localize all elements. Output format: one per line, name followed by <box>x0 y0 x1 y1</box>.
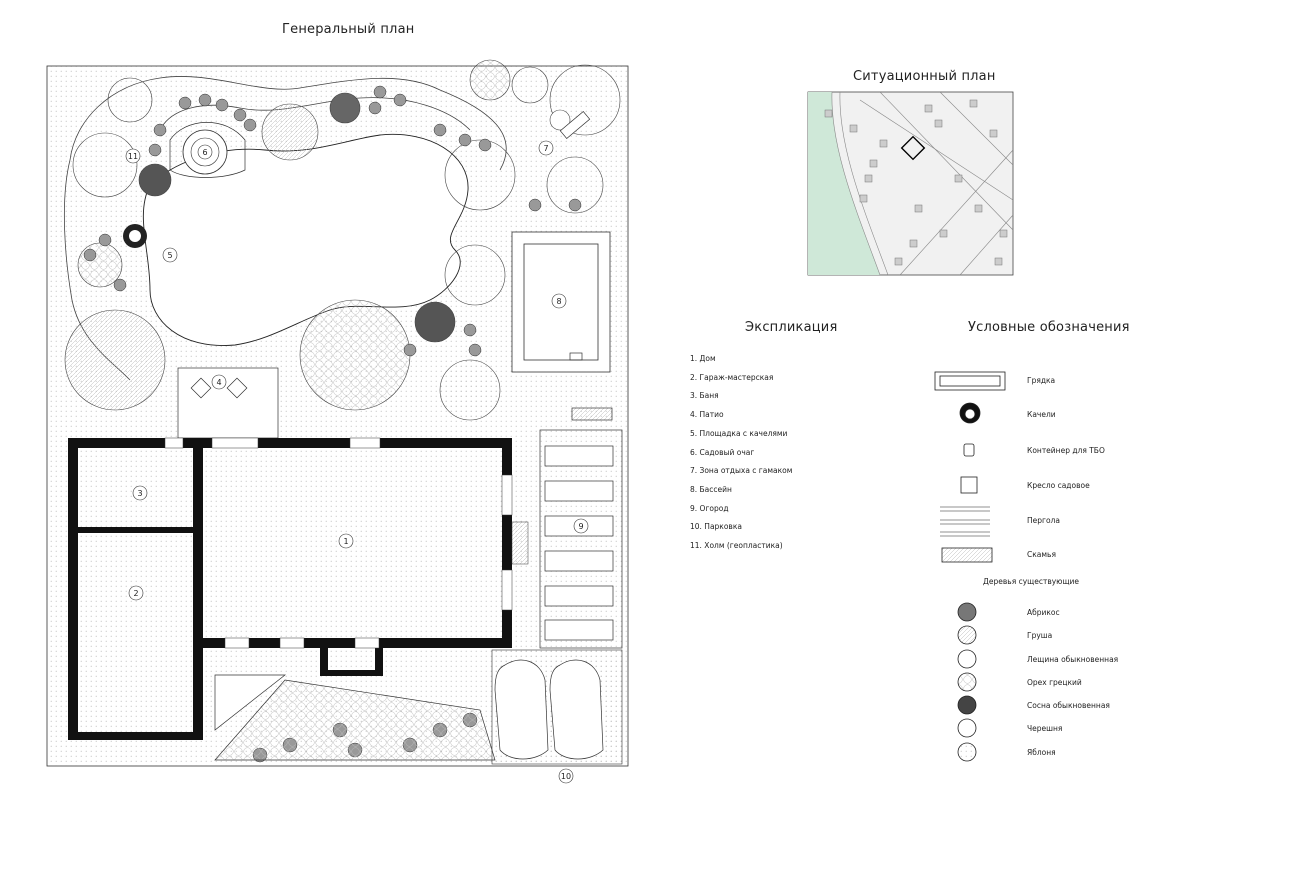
zone-number: 8 <box>556 297 562 306</box>
legend-label-waste-container: Контейнер для ТБО <box>1027 446 1105 455</box>
explication-item: 7. Зона отдыха с гамаком <box>690 466 793 476</box>
legend-label-pine: Сосна обыкновенная <box>1027 701 1110 710</box>
legend-label-pear: Груша <box>1027 631 1053 640</box>
zone-number: 4 <box>216 378 222 387</box>
explication-item: 10. Парковка <box>690 522 742 532</box>
zone-number: 6 <box>202 148 208 157</box>
patio <box>178 368 278 438</box>
legend-label-apricot: Абрикос <box>1027 608 1060 617</box>
explication-item: 1. Дом <box>690 354 716 363</box>
legend-label-pergola: Пергола <box>1027 516 1060 525</box>
legend-title: Условные обозначения <box>968 320 1130 335</box>
zone-number: 2 <box>133 589 139 598</box>
cherry-tree-icon <box>958 719 976 737</box>
legend-symbols <box>935 372 1005 761</box>
explication-item: 6. Садовый очаг <box>690 447 755 457</box>
zone-number: 11 <box>127 152 139 161</box>
explication-item: 5. Площадка с качелями <box>690 428 788 438</box>
waste-container-icon <box>964 444 974 456</box>
apple-tree-icon <box>958 743 976 761</box>
pool-bench <box>572 408 612 420</box>
legend-label-garden-bed: Грядка <box>1027 376 1056 385</box>
legend-label-walnut: Орех грецкий <box>1027 678 1082 687</box>
garden-bed-icon <box>935 372 1005 390</box>
swing-icon <box>960 403 980 423</box>
apricot-tree-icon <box>958 603 976 621</box>
explication-item: 9. Огород <box>690 503 729 513</box>
swing <box>123 224 147 248</box>
zone-number: 3 <box>137 489 143 498</box>
tree-icons <box>958 603 976 761</box>
zone-number: 7 <box>543 144 549 153</box>
car <box>550 660 603 759</box>
pear-tree-icon <box>958 626 976 644</box>
zone-number: 9 <box>578 522 584 531</box>
explication-item: 3. Баня <box>690 391 719 401</box>
trees-heading: Деревья существующие <box>983 577 1080 586</box>
legend-label-bench: Скамья <box>1027 550 1056 559</box>
pine-tree-icon <box>958 696 976 714</box>
situation-plan-title: Ситуационный план <box>853 69 996 84</box>
explication-item: 8. Бассейн <box>690 484 732 494</box>
legend-label-garden-chair: Кресло садовое <box>1027 481 1090 490</box>
legend-label-hazel: Лещина обыкновенная <box>1027 655 1119 664</box>
garden-chair-icon <box>961 477 977 493</box>
explication-item: 11. Холм (геопластика) <box>690 541 783 551</box>
walnut-tree-icon <box>958 673 976 691</box>
general-plan-title: Генеральный план <box>282 22 415 37</box>
general-plan <box>47 60 628 783</box>
pergola-icon <box>940 507 990 536</box>
explication-title: Экспликация <box>745 320 838 335</box>
bench-icon <box>942 548 992 562</box>
legend-label-cherry: Черешня <box>1027 724 1063 733</box>
zone-number: 5 <box>167 251 173 260</box>
zone-number: 10 <box>560 772 572 781</box>
legend-label-swing: Качели <box>1027 410 1056 419</box>
legend-label-apple: Яблоня <box>1027 748 1056 757</box>
car <box>495 660 548 759</box>
zone-number: 1 <box>343 537 349 546</box>
explication-item: 2. Гараж-мастерская <box>690 372 774 382</box>
situation-plan-map <box>808 92 1013 275</box>
explication-item: 4. Патио <box>690 410 724 420</box>
hazel-tree-icon <box>958 650 976 668</box>
